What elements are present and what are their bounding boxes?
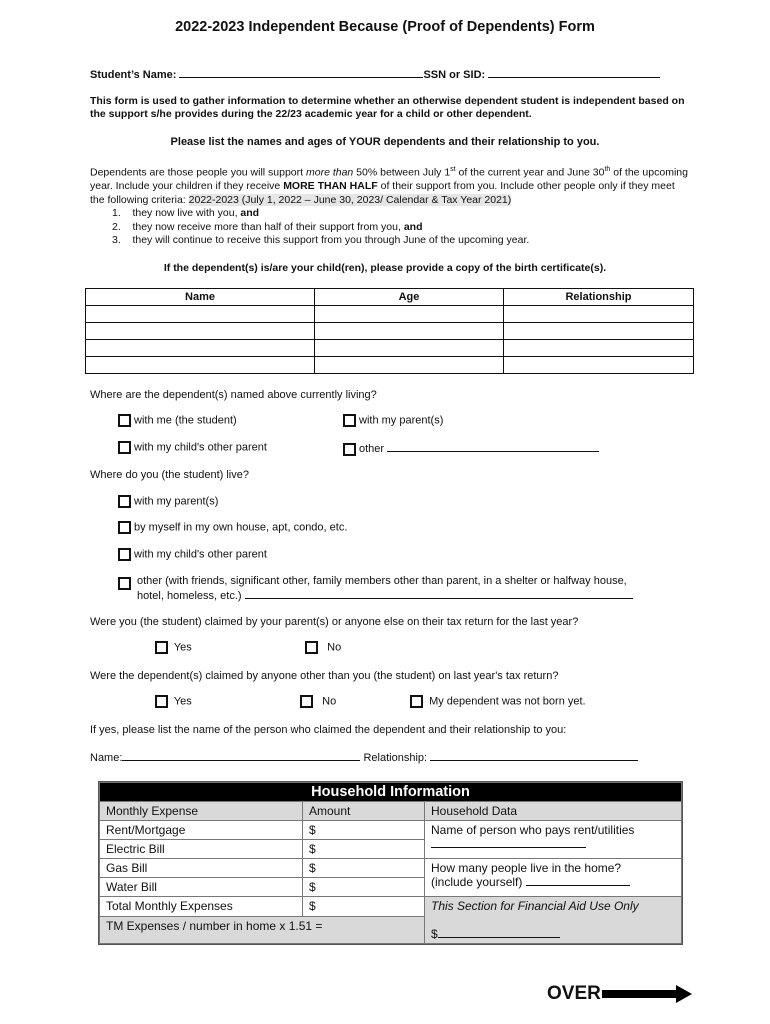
option-label: with my parent(s)	[134, 495, 219, 508]
col-age: Age	[315, 289, 504, 306]
criteria-and: and	[240, 207, 260, 219]
q2-opt-other[interactable]	[118, 575, 678, 603]
amount-field[interactable]: $	[303, 897, 425, 917]
other-line-2: hotel, homeless, etc.)	[137, 590, 242, 602]
col-name: Name	[86, 289, 315, 306]
other-field[interactable]	[387, 441, 599, 452]
q4-text: Were the dependent(s) claimed by anyone other than you (the student) on last year's tax return?	[90, 670, 559, 682]
criteria-num: 1.	[112, 207, 121, 219]
q1-opt-other[interactable]	[343, 441, 599, 456]
q3-yes[interactable]	[155, 641, 192, 654]
q1-opt-other-parent[interactable]	[118, 441, 267, 454]
q1-text: Where are the dependent(s) named above currently living?	[90, 389, 377, 401]
page-title: 2022-2023 Independent Because (Proof of Dependents) Form	[175, 19, 595, 35]
q3-text: Were you (the student) claimed by your parent(s) or anyone else on their tax return for the last year?	[90, 616, 579, 628]
list-instruction: Please list the names and ages of YOUR dependents and their relationship to you.	[170, 136, 600, 148]
criteria-num: 2.	[112, 220, 121, 233]
option-label	[137, 575, 678, 603]
q2-opt-myself[interactable]	[118, 521, 347, 534]
def-text-3: of the current year and June 30	[455, 166, 605, 179]
col-expense: Monthly Expense	[100, 802, 303, 821]
q2-opt-other-parent[interactable]	[118, 548, 267, 561]
over-text: OVER	[547, 983, 601, 1004]
cell[interactable]	[86, 306, 315, 323]
fa-amount-field	[438, 927, 560, 938]
dependents-table	[85, 288, 694, 374]
birth-cert-note: If the dependent(s) is/are your child(ren), please provide a copy of the birth certificate(s).	[163, 262, 607, 274]
option-label: with my parent(s)	[359, 414, 444, 427]
cell[interactable]	[315, 323, 504, 340]
option-label: with me (the student)	[134, 414, 237, 427]
q1-opt-parents[interactable]	[343, 414, 443, 427]
student-name-label: Student’s Name:	[90, 69, 177, 81]
option-label: No	[327, 641, 342, 654]
cell[interactable]	[315, 357, 504, 374]
cell[interactable]	[315, 306, 504, 323]
right-arrow-icon	[602, 985, 692, 1003]
checkbox[interactable]	[118, 441, 131, 454]
checkbox[interactable]	[410, 695, 423, 708]
cell[interactable]	[86, 357, 315, 374]
fa-use-only-label: This Section for Financial Aid Use Only	[431, 899, 639, 913]
option-label: with my child's other parent	[134, 441, 267, 454]
checkbox[interactable]	[118, 414, 131, 427]
people-cell	[425, 859, 682, 897]
people-question-2: (include yourself)	[431, 875, 523, 889]
criteria-num: 3.	[112, 234, 121, 246]
cell[interactable]	[504, 340, 694, 357]
ssn-field[interactable]	[488, 67, 660, 78]
def-period: 2022-2023 (July 1, 2022 – June 30, 2023/ Calendar & Tax Year 2021)	[188, 193, 512, 206]
table-row	[86, 323, 694, 340]
checkbox[interactable]	[155, 641, 168, 654]
cell[interactable]	[504, 306, 694, 323]
col-data: Household Data	[425, 802, 682, 821]
def-sup-th: th	[604, 166, 611, 173]
expense-label: Water Bill	[100, 878, 303, 897]
def-sup-st: st	[450, 166, 456, 173]
table-row	[86, 306, 694, 323]
household-section	[98, 781, 683, 945]
def-text-5: of their support from you. Include other people only if they meet the following criteria:	[90, 180, 675, 206]
q2-opt-parents[interactable]	[118, 495, 218, 508]
option-label: No	[322, 695, 337, 708]
dependent-definition	[90, 163, 690, 248]
name-label: Name:	[90, 752, 123, 764]
option-label: Yes	[173, 641, 192, 654]
student-info-line	[90, 67, 660, 81]
amount-field[interactable]: $	[303, 859, 425, 878]
option-label: with my child's other parent	[134, 548, 267, 561]
def-more-than: more than	[305, 166, 354, 179]
criteria-text: they will continue to receive this support from you through June of the upcoming year.	[132, 234, 530, 246]
criteria-and: and	[403, 220, 423, 233]
q4-not-born[interactable]	[410, 695, 586, 708]
people-field[interactable]	[526, 875, 630, 886]
name-field[interactable]	[122, 750, 360, 761]
criteria-item-1	[112, 207, 690, 221]
expense-label: Electric Bill	[100, 840, 303, 859]
col-amount: Amount	[303, 802, 425, 821]
expense-label: Total Monthly Expenses	[100, 897, 303, 917]
intro-text: This form is used to gather information to determine whether an otherwise dependent student is independent based on the support s/he provides during the 22/23 academic year for a child or other dependent.	[90, 95, 685, 120]
table-row	[86, 357, 694, 374]
option-label: Yes	[173, 695, 192, 708]
cell[interactable]	[86, 340, 315, 357]
expense-label: Gas Bill	[100, 859, 303, 878]
checkbox[interactable]	[343, 414, 356, 427]
cell[interactable]	[504, 323, 694, 340]
relationship-label: Relationship:	[363, 752, 428, 764]
def-more-than-half: MORE THAN HALF	[283, 180, 378, 192]
rent-payer-label: Name of person who pays rent/utilities	[431, 823, 635, 837]
checkbox[interactable]	[118, 495, 131, 508]
amount-field[interactable]: $	[303, 840, 425, 859]
table-row	[86, 340, 694, 357]
option-label: by myself in my own house, apt, condo, etc.	[134, 521, 348, 534]
q3-no[interactable]	[305, 641, 341, 654]
rent-payer-field[interactable]	[431, 837, 586, 848]
household-title: Household Information	[100, 783, 682, 802]
criteria-text: they now receive more than half of their support from you,	[132, 220, 404, 233]
ssn-label: SSN or SID:	[423, 69, 486, 81]
fa-use-only-cell	[425, 897, 682, 944]
criteria-text: they now live with you,	[132, 207, 241, 219]
col-relationship: Relationship	[504, 289, 694, 306]
checkbox[interactable]	[155, 695, 168, 708]
option-label: other	[359, 443, 385, 455]
table-header	[86, 289, 694, 306]
checkbox[interactable]	[118, 521, 131, 534]
fa-dollar: $	[431, 927, 438, 941]
household-header-row	[100, 802, 682, 821]
checkbox[interactable]	[118, 577, 131, 590]
def-text-4: of the upcoming year. Include your children if they receive	[90, 166, 688, 192]
checkbox[interactable]	[343, 443, 356, 456]
q5-text: If yes, please list the name of the person who claimed the dependent and their relationship to you:	[90, 724, 567, 736]
q4-yes[interactable]	[155, 695, 192, 708]
criteria-item-2	[112, 221, 690, 235]
checkbox[interactable]	[300, 695, 313, 708]
table-row	[100, 859, 682, 878]
tm-expense-line: TM Expenses / number in home x 1.51 =	[100, 917, 425, 944]
option-label: My dependent was not born yet.	[429, 695, 586, 708]
def-text-2: 50% between July 1	[353, 166, 451, 179]
table-row	[100, 821, 682, 840]
claimed-by-line	[90, 750, 638, 764]
cell[interactable]	[86, 323, 315, 340]
q1-opt-me[interactable]	[118, 414, 237, 427]
criteria-item-3	[112, 234, 690, 248]
checkbox[interactable]	[118, 548, 131, 561]
over-label	[547, 983, 692, 1005]
q2-text: Where do you (the student) live?	[90, 469, 249, 481]
def-text-1: Dependents are those people you will support	[90, 166, 306, 179]
amount-field[interactable]: $	[303, 821, 425, 840]
cell[interactable]	[504, 357, 694, 374]
other-field[interactable]	[245, 588, 633, 599]
student-name-field[interactable]	[179, 67, 423, 78]
table-row	[100, 897, 682, 917]
rent-payer-cell	[425, 821, 682, 859]
cell[interactable]	[315, 340, 504, 357]
q4-no[interactable]	[300, 695, 336, 708]
relationship-field[interactable]	[430, 750, 638, 761]
people-question: How many people live in the home?	[431, 861, 622, 875]
other-line-1: other (with friends, significant other, family members other than parent, in a shelter or halfway house,	[137, 575, 627, 587]
checkbox[interactable]	[305, 641, 318, 654]
expense-label: Rent/Mortgage	[100, 821, 303, 840]
amount-field[interactable]: $	[303, 878, 425, 897]
